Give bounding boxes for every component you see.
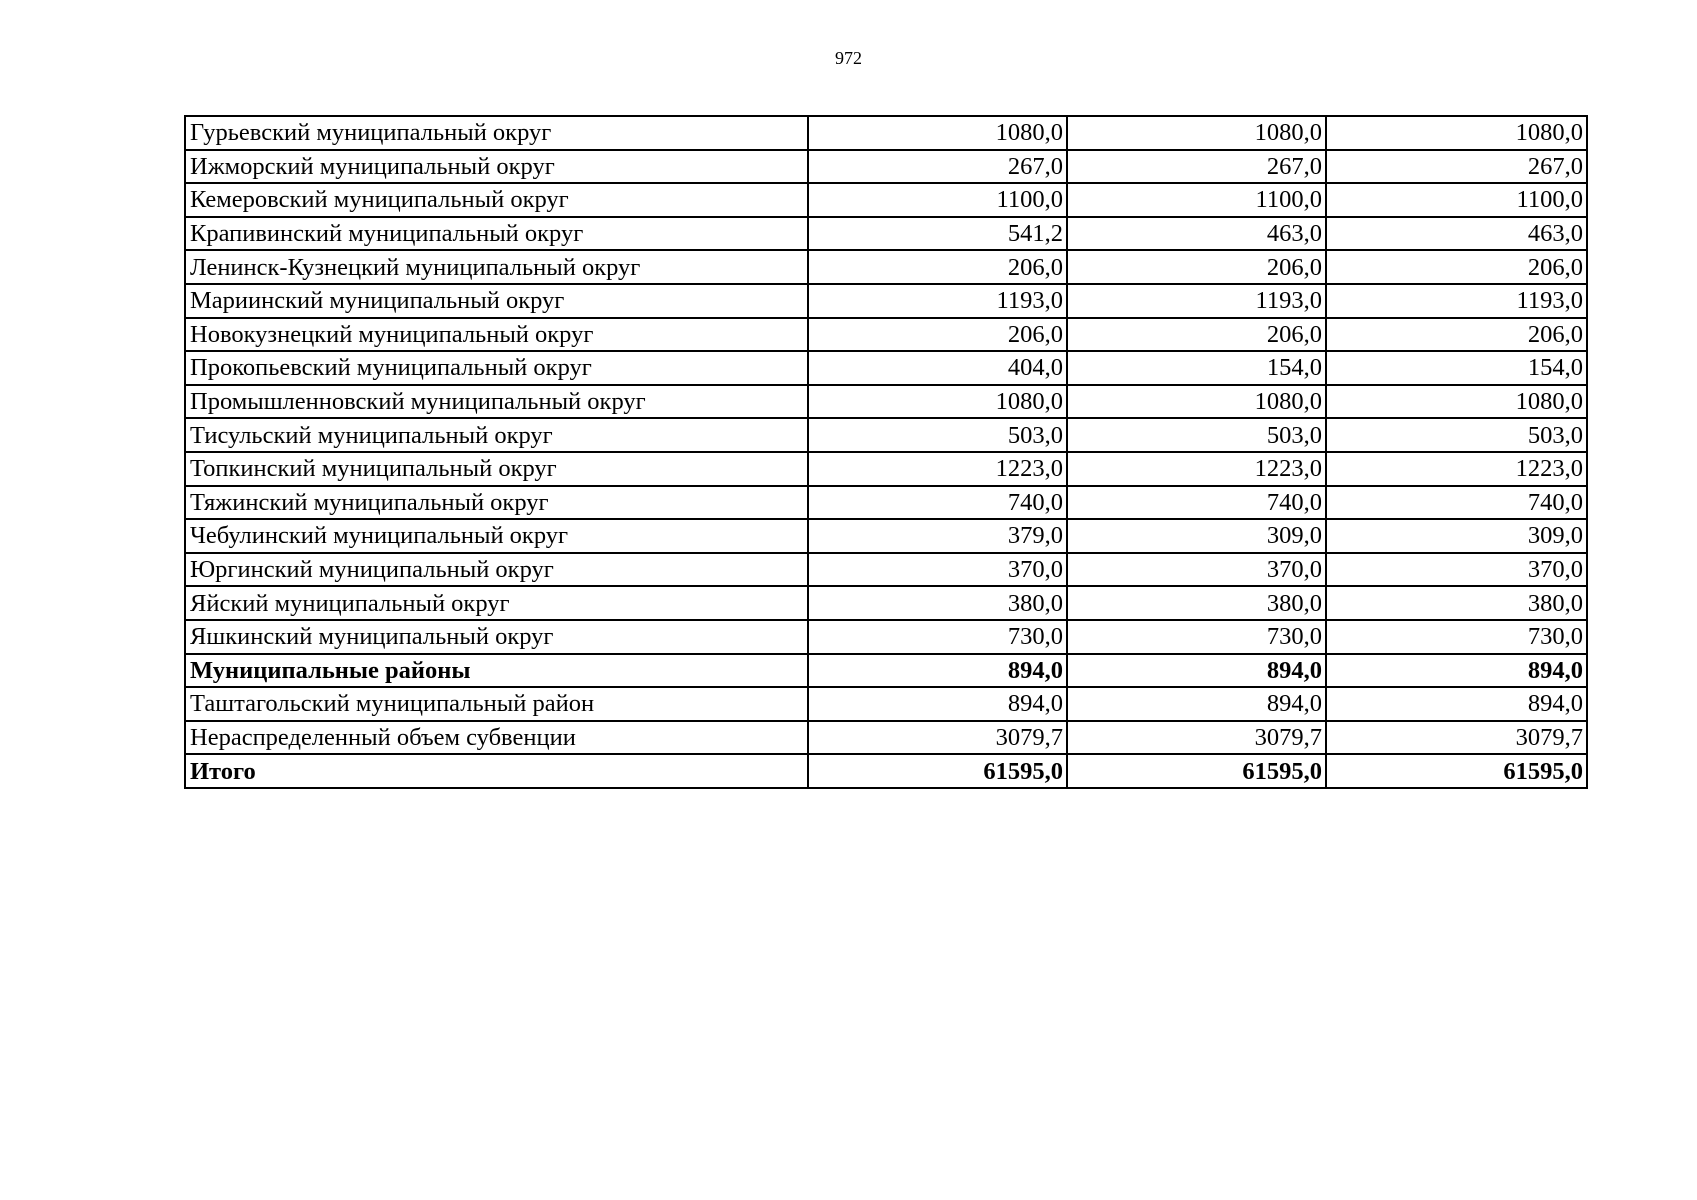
row-value-2-cell: 1080,0 [1067,116,1326,150]
table-row [185,519,1587,553]
row-value-1-cell: 1193,0 [808,284,1067,318]
row-name-cell: Яшкинский муниципальный округ [185,620,808,654]
row-value-2-cell: 309,0 [1067,519,1326,553]
row-value-1-cell: 541,2 [808,217,1067,251]
row-value-2-cell: 894,0 [1067,654,1326,688]
row-value-1-cell: 894,0 [808,654,1067,688]
row-value-2-cell: 740,0 [1067,486,1326,520]
table-row [185,385,1587,419]
row-value-2-cell: 206,0 [1067,318,1326,352]
table-row [185,654,1587,688]
row-value-2-cell: 894,0 [1067,687,1326,721]
row-value-3-cell: 267,0 [1326,150,1587,184]
row-value-1-cell: 206,0 [808,250,1067,284]
row-value-3-cell: 503,0 [1326,418,1587,452]
row-value-2-cell: 730,0 [1067,620,1326,654]
table-row [185,452,1587,486]
row-value-3-cell: 1223,0 [1326,452,1587,486]
row-value-3-cell: 380,0 [1326,586,1587,620]
row-value-1-cell: 1223,0 [808,452,1067,486]
row-value-1-cell: 740,0 [808,486,1067,520]
row-name-cell: Муниципальные районы [185,654,808,688]
row-name-cell: Топкинский муниципальный округ [185,452,808,486]
row-name-cell: Промышленновский муниципальный округ [185,385,808,419]
page-number: 972 [835,48,862,68]
table-row [185,553,1587,587]
table-row [185,486,1587,520]
table-row [185,116,1587,150]
row-value-3-cell: 154,0 [1326,351,1587,385]
row-name-cell: Кемеровский муниципальный округ [185,183,808,217]
row-value-2-cell: 1100,0 [1067,183,1326,217]
data-table [184,115,1588,789]
table-row [185,620,1587,654]
row-value-3-cell: 1080,0 [1326,116,1587,150]
row-name-cell: Юргинский муниципальный округ [185,553,808,587]
table-row [185,183,1587,217]
table-row [185,418,1587,452]
row-name-cell: Гурьевский муниципальный округ [185,116,808,150]
row-value-1-cell: 404,0 [808,351,1067,385]
row-value-1-cell: 1100,0 [808,183,1067,217]
row-value-2-cell: 1080,0 [1067,385,1326,419]
row-value-2-cell: 154,0 [1067,351,1326,385]
table-row [185,721,1587,755]
row-value-1-cell: 894,0 [808,687,1067,721]
row-name-cell: Прокопьевский муниципальный округ [185,351,808,385]
row-name-cell: Мариинский муниципальный округ [185,284,808,318]
row-value-1-cell: 370,0 [808,553,1067,587]
row-name-cell: Тисульский муниципальный округ [185,418,808,452]
row-name-cell: Тяжинский муниципальный округ [185,486,808,520]
table-row [185,318,1587,352]
row-value-1-cell: 3079,7 [808,721,1067,755]
row-value-1-cell: 503,0 [808,418,1067,452]
row-value-3-cell: 206,0 [1326,318,1587,352]
table-row [185,687,1587,721]
table-row [185,217,1587,251]
row-value-2-cell: 1193,0 [1067,284,1326,318]
row-value-1-cell: 379,0 [808,519,1067,553]
row-name-cell: Яйский муниципальный округ [185,586,808,620]
row-value-2-cell: 61595,0 [1067,754,1326,788]
row-value-2-cell: 503,0 [1067,418,1326,452]
row-value-1-cell: 730,0 [808,620,1067,654]
row-value-2-cell: 3079,7 [1067,721,1326,755]
row-name-cell: Чебулинский муниципальный округ [185,519,808,553]
row-value-1-cell: 1080,0 [808,385,1067,419]
row-value-3-cell: 370,0 [1326,553,1587,587]
row-name-cell: Новокузнецкий муниципальный округ [185,318,808,352]
table-row [185,754,1587,788]
row-value-2-cell: 206,0 [1067,250,1326,284]
row-value-1-cell: 380,0 [808,586,1067,620]
row-name-cell: Таштагольский муниципальный район [185,687,808,721]
row-value-1-cell: 206,0 [808,318,1067,352]
row-value-1-cell: 1080,0 [808,116,1067,150]
row-value-3-cell: 1100,0 [1326,183,1587,217]
row-value-3-cell: 61595,0 [1326,754,1587,788]
row-value-3-cell: 463,0 [1326,217,1587,251]
row-value-3-cell: 1193,0 [1326,284,1587,318]
row-name-cell: Ленинск-Кузнецкий муниципальный округ [185,250,808,284]
table-row [185,150,1587,184]
row-name-cell: Ижморский муниципальный округ [185,150,808,184]
table-row [185,250,1587,284]
row-value-3-cell: 309,0 [1326,519,1587,553]
row-name-cell: Крапивинский муниципальный округ [185,217,808,251]
row-value-3-cell: 894,0 [1326,654,1587,688]
row-value-1-cell: 61595,0 [808,754,1067,788]
row-value-2-cell: 370,0 [1067,553,1326,587]
row-name-cell: Итого [185,754,808,788]
row-value-3-cell: 894,0 [1326,687,1587,721]
row-value-2-cell: 380,0 [1067,586,1326,620]
table-row [185,351,1587,385]
row-value-2-cell: 1223,0 [1067,452,1326,486]
row-value-3-cell: 3079,7 [1326,721,1587,755]
row-value-3-cell: 730,0 [1326,620,1587,654]
table-body [185,116,1587,788]
row-value-2-cell: 267,0 [1067,150,1326,184]
row-name-cell: Нераспределенный объем субвенции [185,721,808,755]
row-value-3-cell: 206,0 [1326,250,1587,284]
row-value-3-cell: 740,0 [1326,486,1587,520]
row-value-1-cell: 267,0 [808,150,1067,184]
row-value-3-cell: 1080,0 [1326,385,1587,419]
table-row [185,586,1587,620]
row-value-2-cell: 463,0 [1067,217,1326,251]
table-row [185,284,1587,318]
